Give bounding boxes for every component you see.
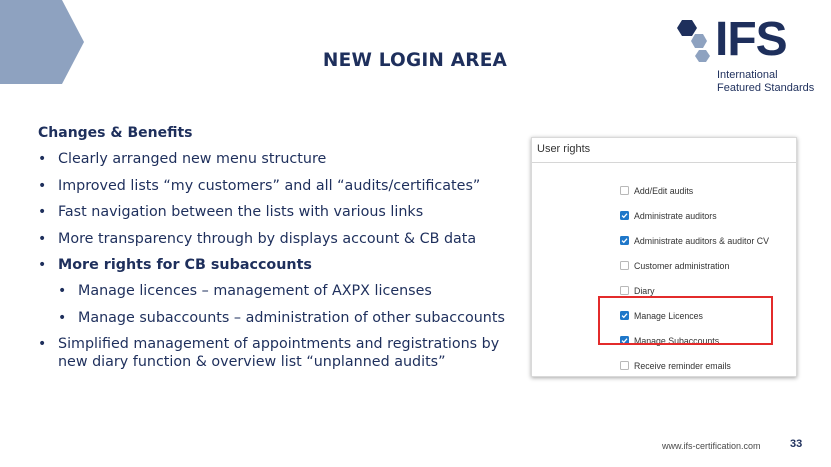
right-row	[620, 228, 769, 253]
list-item: • Clearly arranged new menu structure	[38, 150, 528, 168]
logo-subtitle	[717, 69, 814, 94]
list-item: • Improved lists “my customers” and all “audits/certificates”	[38, 177, 528, 195]
checkbox-unchecked[interactable]	[620, 361, 629, 370]
right-label: Receive reminder emails	[634, 360, 731, 371]
checkbox-unchecked[interactable]	[620, 186, 629, 195]
highlight-box	[598, 296, 773, 345]
logo-wordmark: IFS	[715, 13, 787, 66]
right-label: Administrate auditors	[634, 210, 717, 221]
rights-sublist	[58, 282, 528, 327]
right-label: Manage Licences	[634, 310, 703, 321]
section-heading: Changes & Benefits	[38, 125, 193, 141]
right-label: Diary	[634, 285, 655, 296]
checkbox-unchecked[interactable]	[620, 286, 629, 295]
list-item: • Fast navigation between the lists with various links	[38, 203, 528, 221]
right-row	[620, 353, 769, 378]
diary-list-block	[38, 335, 528, 371]
right-label: Manage Subaccounts	[634, 335, 720, 346]
hexagon-logo-icon	[668, 18, 716, 68]
logo-line-2: Featured Standards	[717, 81, 815, 94]
rights-list-block	[38, 256, 528, 327]
right-row	[620, 203, 769, 228]
checkbox-checked[interactable]	[620, 211, 629, 220]
benefits-list	[38, 150, 528, 248]
corner-decoration	[0, 0, 90, 84]
checkbox-checked[interactable]	[620, 236, 629, 245]
right-row	[620, 178, 769, 203]
check-icon	[621, 212, 628, 219]
slide-title: NEW LOGIN AREA	[322, 50, 508, 71]
footer-url: www.ifs-certification.com	[662, 441, 761, 451]
page-number: 33	[790, 438, 803, 450]
right-row	[620, 253, 769, 278]
slide-content	[38, 125, 528, 380]
rights-checkbox-list	[620, 178, 769, 378]
rights-title: More rights for CB subaccounts	[58, 257, 312, 273]
logo-line-1: International	[717, 69, 778, 81]
list-item: • Manage licences – management of AXPX licenses	[58, 282, 528, 300]
checkbox-unchecked[interactable]	[620, 261, 629, 270]
list-item: • Simplified management of appointments and registrations by new diary function & overview list “unplanned audits”	[38, 335, 528, 371]
list-item: • More transparency through by displays account & CB data	[38, 230, 528, 248]
right-label: Administrate auditors & auditor CV	[634, 235, 769, 246]
panel-header: User rights	[532, 138, 796, 163]
ifs-logo	[668, 12, 828, 98]
list-item	[38, 256, 528, 327]
list-item: • Manage subaccounts – administration of other subaccounts	[58, 309, 528, 327]
right-label: Customer administration	[634, 260, 730, 271]
right-label: Add/Edit audits	[634, 185, 694, 196]
check-icon	[621, 237, 628, 244]
